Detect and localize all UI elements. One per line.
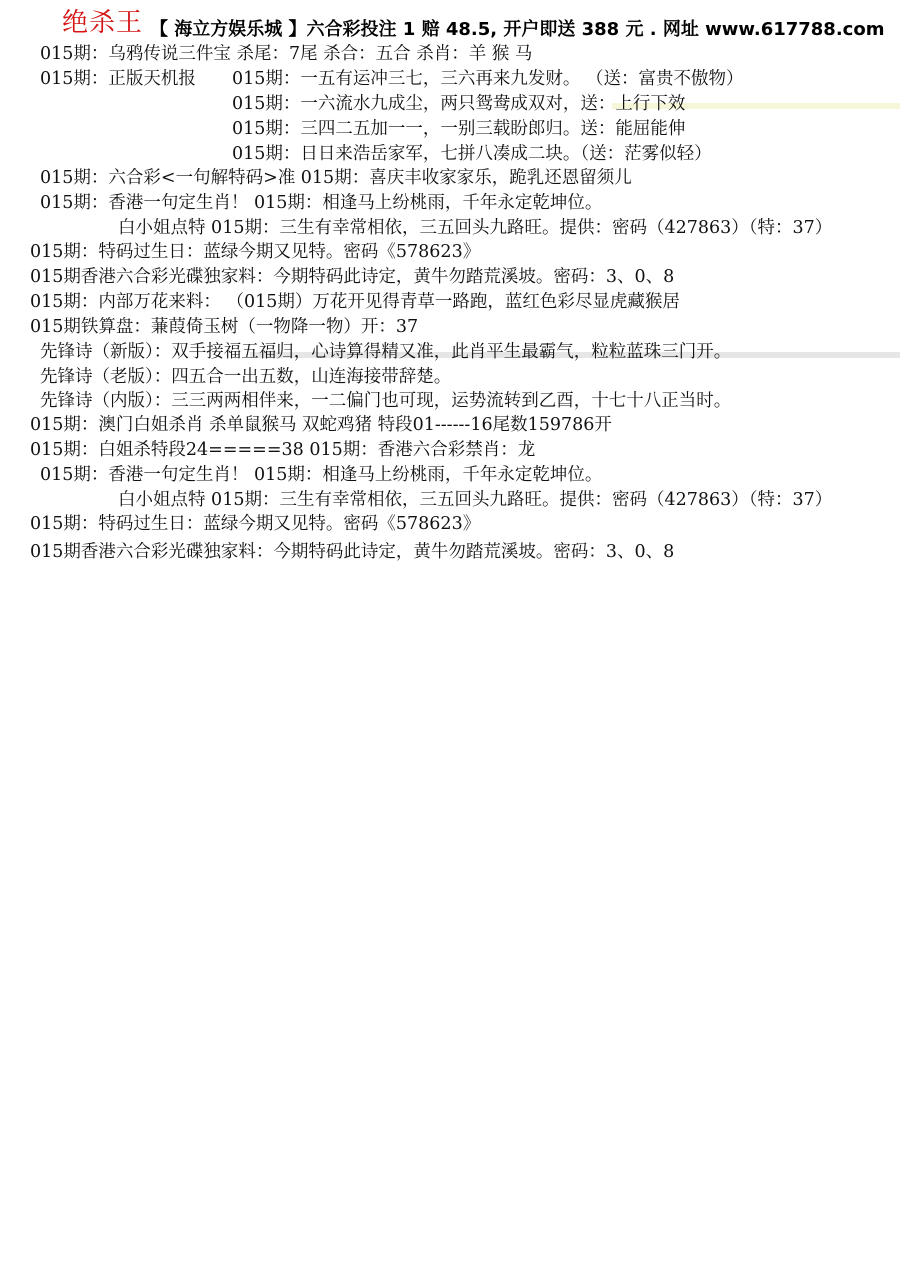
text-line: 015期：澳门白姐杀肖 杀单鼠猴马 双蛇鸡猪 特段01------16尾数159786开 — [30, 415, 612, 435]
text-line: 015期：香港一句定生肖！ 015期：相逢马上纷桃雨，千年永定乾坤位。 — [40, 465, 603, 485]
text-line: 015期：六合彩<一句解特码>准 015期：喜庆丰收家家乐，跪乳还恩留须儿 — [40, 168, 632, 188]
text-line: 先锋诗（老版）：四五合一出五数，山连海接带辞楚。 — [40, 367, 452, 387]
text-line: 015期：香港一句定生肖！ 015期：相逢马上纷桃雨，千年永定乾坤位。 — [40, 193, 603, 213]
text-line: 015期铁算盘：蒹葭倚玉树（一物降一物）开：37 — [30, 317, 419, 337]
ad-banner: 【 海立方娱乐城 】六合彩投注 1 赔 48.5, 开户即送 388 元 . 网址 www.617788.com — [150, 19, 885, 40]
text-line: 白小姐点特 015期：三生有幸常相依，三五回头九路旺。提供：密码（427863）（特：37） — [118, 218, 833, 238]
text-line: 015期：特码过生日：蓝绿今期又见特。密码《578623》 — [30, 242, 481, 262]
text-line: 015期香港六合彩光碟独家料：今期特码此诗定，黄牛勿踏荒溪坡。密码：3、0、8 — [30, 542, 675, 562]
cut-off-line — [30, 536, 790, 562]
text-line: 先锋诗（内版）：三三两两相伴来，一二偏门也可现，运势流转到乙酉，十七十八正当时。 — [40, 391, 732, 411]
text-line: 015期：乌鸦传说三件宝 杀尾：7尾 杀合：五合 杀肖：羊 猴 马 — [40, 44, 533, 64]
text-line: 015期香港六合彩光碟独家料：今期特码此诗定，黄牛勿踏荒溪坡。密码：3、0、8 — [30, 267, 675, 287]
text-line: 015期：一六流水九成尘，两只鸳鸯成双对，送：上行下效 — [232, 94, 686, 114]
text-line: 015期：特码过生日：蓝绿今期又见特。密码《578623》 — [30, 514, 481, 534]
text-line: 先锋诗（新版）：双手接福五福归，心诗算得精又准，此肖平生最霸气，粒粒蓝珠三门开。 — [40, 342, 732, 362]
text-line: 015期：三四二五加一一，一别三载盼郎归。送：能屈能伸 — [232, 119, 686, 139]
text-line: 015期：正版天机报 — [40, 69, 196, 89]
text-line: 015期：白姐杀特段24=====38 015期：香港六合彩禁肖：龙 — [30, 440, 536, 460]
text-line: 015期：内部万花来料： （015期）万花开见得青草一路跑，蓝红色彩尽显虎藏猴居 — [30, 292, 680, 312]
text-line: 015期：日日来浩岳家军，七拼八凑成二块。（送：茫雾似轻） — [232, 144, 712, 164]
logo: 绝杀王 — [62, 8, 144, 38]
text-line: 015期：一五有运冲三七，三六再来九发财。 （送：富贵不傲物） — [232, 69, 744, 89]
text-line: 白小姐点特 015期：三生有幸常相依，三五回头九路旺。提供：密码（427863）（特：37） — [118, 490, 833, 510]
